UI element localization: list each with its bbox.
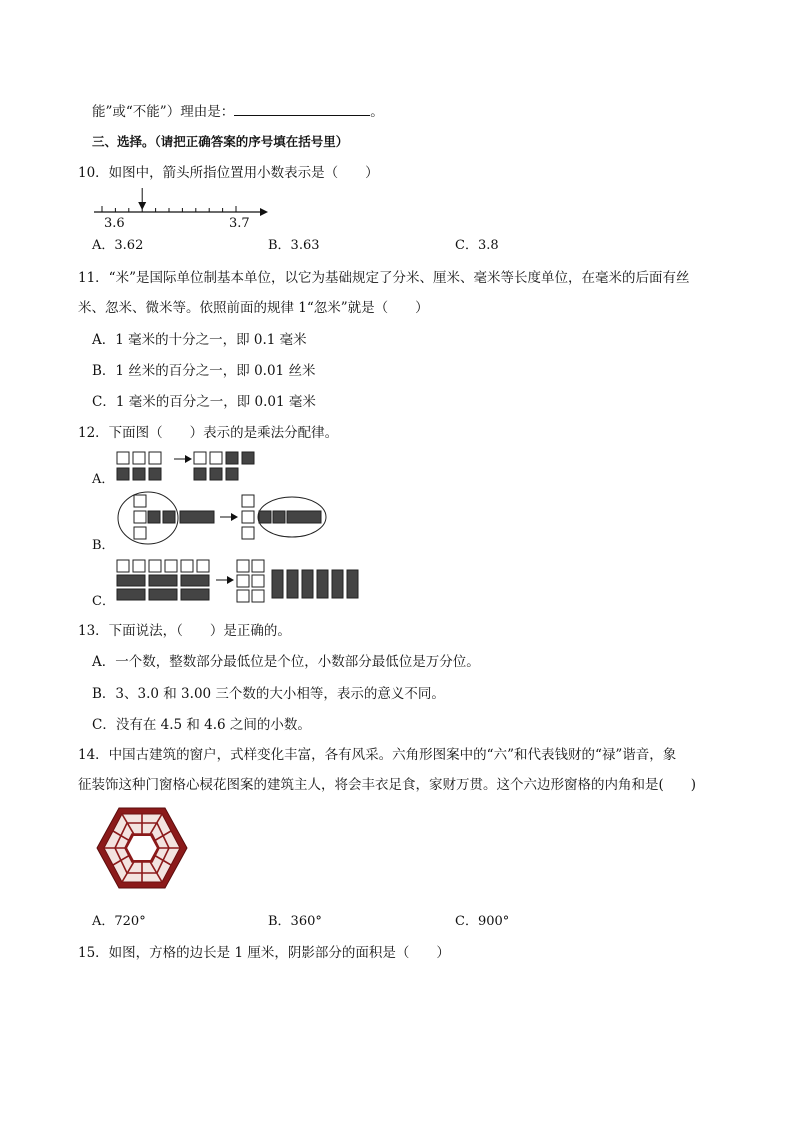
q10-option-c[interactable]: C．3.8	[455, 238, 499, 253]
q11-option-b[interactable]: B．1 丝米的百分之一，即 0.01 丝米	[92, 363, 316, 379]
q11-stem-line1: 11．“米”是国际单位制基本单位，以它为基础规定了分米、厘米、毫米等长度单位，在毫米的后面有丝	[78, 270, 690, 286]
q12-option-a-label[interactable]: A．	[92, 472, 115, 487]
tail-text: 能”或“不能”）理由是：	[92, 104, 235, 120]
number-line-left-label: 3.6	[104, 216, 125, 231]
answer-blank[interactable]	[234, 102, 370, 116]
previous-question-tail	[92, 102, 384, 121]
q14-stem-line2: 征装饰这种门窗格心棂花图案的建筑主人，将会丰衣足食，家财万贯。这个六边形窗格的内角和是( )	[78, 777, 697, 793]
q10-option-a[interactable]: A．3.62	[92, 238, 144, 253]
q14-stem-line1: 14．中国古建筑的窗户，式样变化丰富，各有风采。六角形图案中的“六”和代表钱财的“禄”谐音，象	[78, 747, 677, 763]
q10-stem: 10．如图中，箭头所指位置用小数表示是（ ）	[78, 165, 379, 181]
q11-option-a[interactable]: A．1 毫米的十分之一，即 0.1 毫米	[92, 332, 307, 348]
arrow-head-icon	[138, 202, 146, 210]
q12-option-b-label[interactable]: B．	[92, 538, 115, 553]
section-heading: 三、选择。（请把正确答案的序号填在括号里）	[92, 134, 349, 149]
number-line-right-label: 3.7	[229, 216, 250, 231]
q13-option-a[interactable]: A．一个数，整数部分最低位是个位，小数部分最低位是万分位。	[92, 654, 480, 670]
q14-option-c[interactable]: C．900°	[455, 914, 510, 929]
q14-option-a[interactable]: A．720°	[92, 914, 146, 929]
q15-stem: 15．如图，方格的边长是 1 厘米，阴影部分的面积是（ ）	[78, 945, 450, 961]
q12-option-c-label[interactable]: C．	[92, 594, 115, 609]
q10-option-b[interactable]: B．3.63	[268, 238, 320, 253]
q12-figure-b[interactable]	[116, 490, 336, 546]
hexagon-window-figure	[96, 806, 188, 890]
q12-stem: 12．下面图（ ）表示的是乘法分配律。	[78, 425, 339, 441]
q12-figure-c[interactable]	[116, 558, 366, 604]
tail-end: 。	[370, 104, 384, 120]
q13-option-b[interactable]: B．3、3.0 和 3.00 三个数的大小相等，表示的意义不同。	[92, 686, 445, 702]
q13-stem: 13．下面说法，（ ）是正确的。	[78, 623, 291, 639]
q11-option-c[interactable]: C．1 毫米的百分之一，即 0.01 毫米	[92, 394, 316, 410]
q13-option-c[interactable]: C．没有在 4.5 和 4.6 之间的小数。	[92, 717, 311, 733]
q14-option-b[interactable]: B．360°	[268, 914, 322, 929]
q11-stem-line2: 米、忽米、微米等。依照前面的规律 1“忽米”就是（ ）	[78, 300, 429, 316]
q12-figure-a[interactable]	[116, 450, 266, 484]
